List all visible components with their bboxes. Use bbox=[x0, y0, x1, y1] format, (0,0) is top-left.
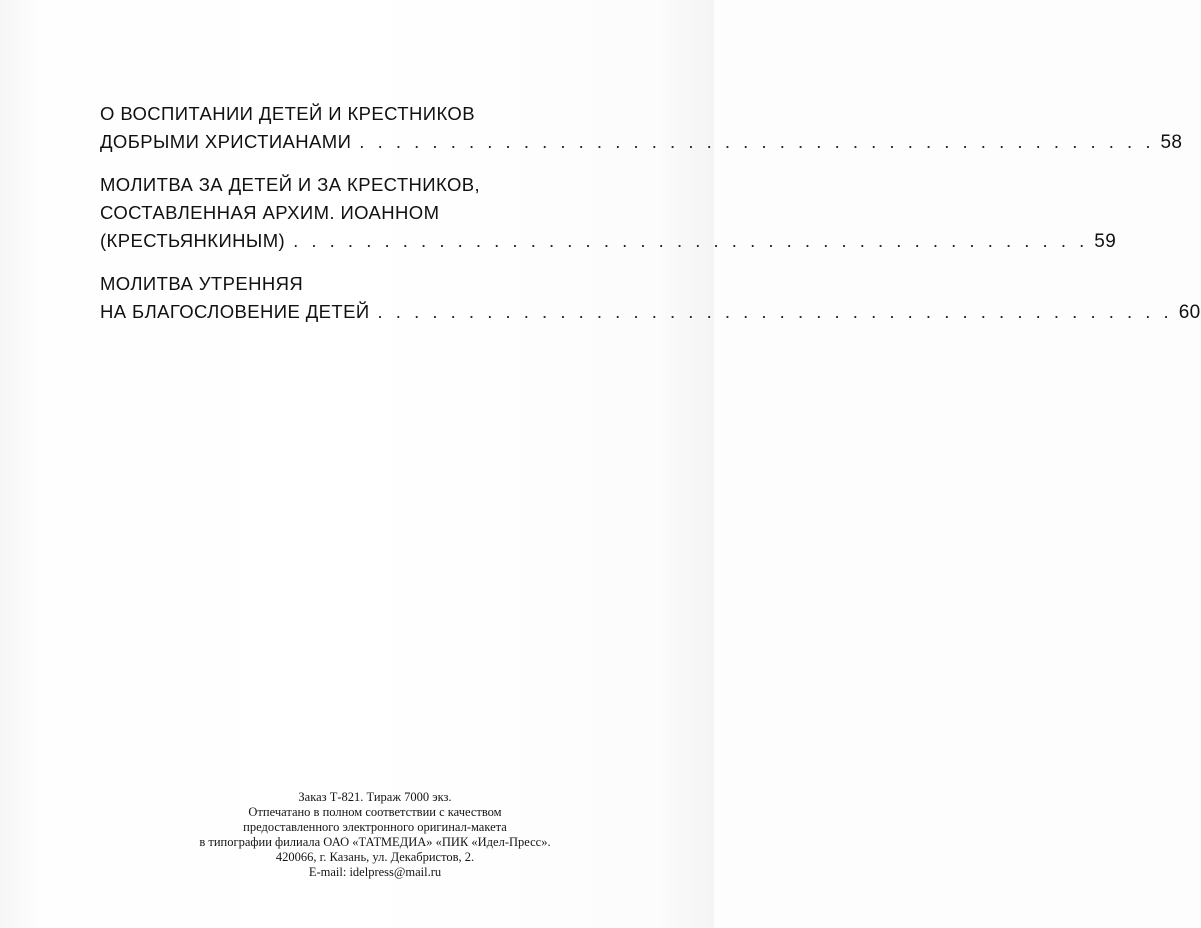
toc-entry-title-line: ДОБРЫМИ ХРИСТИАНАМИ bbox=[100, 131, 352, 152]
imprint-printer-line: в типографии филиала ОАО «ТАТМЕДИА» «ПИК «Идел-Пресс». bbox=[199, 835, 551, 849]
toc-page-number: 59 bbox=[1094, 231, 1117, 252]
toc-page-number: 58 bbox=[1160, 132, 1183, 153]
imprint-layout-line: предоставленного электронного оригинал-макета bbox=[243, 820, 507, 834]
dot-leader: . . . . . . . . . . . . . . . . . . . . . . . . . . . . . . . . . . . . . . . . . . . . bbox=[293, 230, 1089, 251]
toc-entry-title-line: МОЛИТВА УТРЕННЯЯ bbox=[100, 273, 304, 294]
toc-entry-title-line: НА БЛАГОСЛОВЕНИЕ ДЕТЕЙ bbox=[100, 301, 370, 322]
imprint-order-line: Заказ Т-821. Тираж 7000 экз. bbox=[298, 790, 452, 804]
imprint-address-line: 420066, г. Казань, ул. Декабристов, 2. bbox=[275, 850, 475, 864]
table-of-contents bbox=[100, 100, 1201, 341]
toc-entry-morning-prayer[interactable] bbox=[100, 270, 1201, 327]
imprint-email-line[interactable]: E-mail: idelpress@mail.ru bbox=[308, 865, 442, 879]
toc-entry-last-line bbox=[100, 227, 1117, 256]
toc-entry-last-line bbox=[100, 128, 1183, 157]
dot-leader: . . . . . . . . . . . . . . . . . . . . . . . . . . . . . . . . . . . . . . . . . . . . bbox=[359, 131, 1155, 152]
toc-entry-title-line: О ВОСПИТАНИИ ДЕТЕЙ И КРЕСТНИКОВ bbox=[100, 103, 475, 124]
toc-entry-last-line bbox=[100, 298, 1201, 327]
toc-entry-prayer-for-children[interactable] bbox=[100, 171, 1117, 256]
toc-page-number: 60 bbox=[1178, 302, 1201, 323]
toc-entry-title-line: МОЛИТВА ЗА ДЕТЕЙ И ЗА КРЕСТНИКОВ, bbox=[100, 174, 481, 195]
imprint-quality-line: Отпечатано в полном соответствии с качеством bbox=[248, 805, 502, 819]
toc-entry-title-line: СОСТАВЛЕННАЯ АРХИМ. ИОАННОМ bbox=[100, 202, 440, 223]
toc-entry-upbringing[interactable] bbox=[100, 100, 1183, 157]
dot-leader: . . . . . . . . . . . . . . . . . . . . . . . . . . . . . . . . . . . . . . . . . . . . bbox=[377, 301, 1173, 322]
print-imprint bbox=[150, 790, 600, 880]
toc-entry-title-line: (КРЕСТЬЯНКИНЫМ) bbox=[100, 230, 286, 251]
